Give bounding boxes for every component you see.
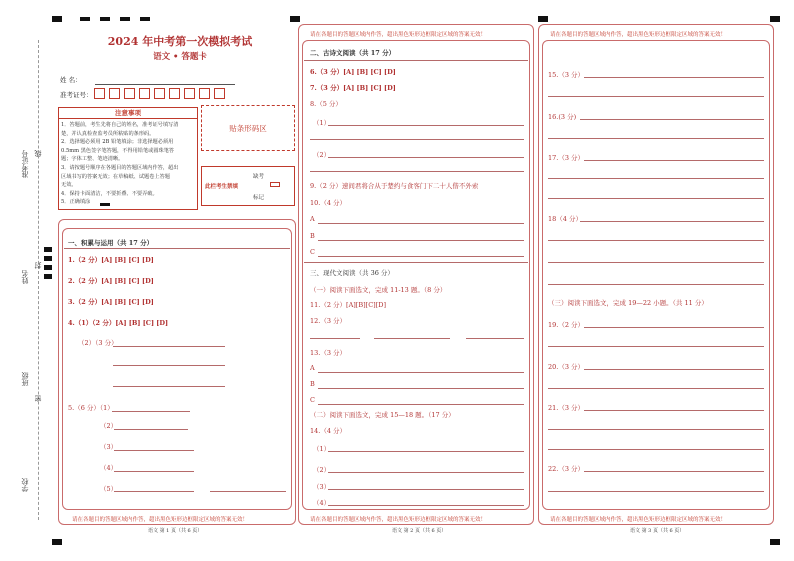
q14-1: （1） — [313, 445, 331, 453]
q7[interactable]: 7.（3 分）[A] [B] [C] [D] — [310, 84, 396, 92]
q4-2: （2）（3 分） — [78, 339, 118, 347]
exam-no-box[interactable] — [199, 88, 210, 99]
col1-warning: 请在各题目的答题区域内作答，超出黑色矩形边框限定区域的答案无效！ — [72, 517, 249, 523]
answer-line[interactable] — [114, 450, 194, 451]
q5-1: 5.（6 分）（1） — [68, 404, 114, 412]
side-label-name: 姓名 — [21, 270, 29, 284]
q18: 18（4 分） — [548, 215, 582, 223]
q13-c: C — [310, 396, 315, 404]
registration-mark — [52, 16, 62, 22]
page-title: 2024 年中考第一次模拟考试 — [107, 35, 253, 48]
registration-mark — [80, 17, 90, 21]
q10-a: A — [310, 215, 315, 223]
q9[interactable]: 9.（2 分）速间君将合从于楚约与食客门下二十人偕不外索 — [310, 182, 479, 190]
exam-no-box[interactable] — [94, 88, 105, 99]
q13-b: B — [310, 380, 315, 388]
answer-line[interactable] — [328, 157, 524, 158]
q5-2: （2） — [100, 422, 118, 430]
notice-item: 3．请按题号顺序在各题目的答题区域内作答，超出 — [61, 165, 179, 171]
q19: 19.（2 分） — [548, 321, 585, 329]
section2-title: 二、古诗文阅读（共 17 分） — [310, 49, 396, 57]
side-label-class: 班级 — [21, 372, 29, 386]
section1-title: 一、积累与运用（共 17 分） — [68, 239, 154, 247]
side-label-line: 线 — [34, 150, 42, 157]
section-divider — [304, 262, 528, 263]
registration-mark — [120, 17, 130, 21]
barcode-label: 贴条形码区 — [229, 124, 267, 133]
page-subtitle: 语文 • 答题卡 — [153, 52, 207, 62]
q5-4: （4） — [100, 464, 118, 472]
q10-b: B — [310, 232, 315, 240]
q14: 14.（4 分） — [310, 427, 347, 435]
answer-line[interactable] — [114, 429, 188, 430]
notice-item: 1．答题前，考生先将自己的姓名，准考证号填写清 — [61, 122, 179, 128]
col1-answer-inner — [62, 228, 292, 510]
notice-item: 楚，并认真检查监考员所粘贴的条形码。 — [61, 130, 155, 137]
q6[interactable]: 6.（3 分）[A] [B] [C] [D] — [310, 68, 396, 76]
filled-sample — [100, 203, 110, 206]
answer-line[interactable] — [584, 410, 764, 411]
answer-line[interactable] — [580, 221, 764, 222]
answer-line[interactable] — [548, 346, 764, 347]
q22: 22.（3 分） — [548, 465, 585, 473]
q4-1[interactable]: 4.（1）（2 分）[A] [B] [C] [D] — [68, 319, 169, 327]
notice-item: 区域书写的答案无效；在草稿纸、试题卷上答题 — [61, 173, 170, 180]
answer-line[interactable] — [328, 472, 524, 473]
notice-item: 4．保持卡面清洁，不要折叠、不要弄破。 — [61, 190, 158, 197]
registration-mark — [52, 539, 62, 545]
q15: 15.（3 分） — [548, 71, 585, 79]
q16: 16.(3 分) — [548, 113, 577, 121]
col2-warning-top: 请在各题目的答题区域内作答，超出黑色矩形边框限定区域的答案无效！ — [310, 32, 487, 38]
answer-line[interactable] — [310, 171, 524, 172]
notice-item: 0.5mm 黑色签字笔答题，不得用铅笔或圆珠笔答 — [61, 147, 175, 154]
answer-line[interactable] — [584, 77, 764, 78]
side-label-school: 学校 — [21, 478, 29, 492]
section3-title: 三、现代文阅读（共 36 分） — [310, 269, 394, 277]
answer-line[interactable] — [584, 327, 764, 328]
answer-line[interactable] — [328, 125, 524, 126]
side-mark — [44, 247, 52, 252]
answer-line[interactable] — [328, 489, 524, 490]
exam-no-box[interactable] — [184, 88, 195, 99]
answer-line[interactable] — [548, 284, 764, 285]
exam-no-box[interactable] — [214, 88, 225, 99]
exam-no-box[interactable] — [169, 88, 180, 99]
answer-line[interactable] — [548, 240, 764, 241]
answer-line[interactable] — [114, 471, 194, 472]
answer-line[interactable] — [548, 449, 764, 450]
answer-line[interactable] — [548, 138, 764, 139]
q21: 21.（3 分） — [548, 404, 585, 412]
side-mark — [44, 256, 52, 261]
q13: 13.（3 分） — [310, 349, 347, 357]
registration-mark — [538, 16, 548, 22]
sub3-title: （三）阅读下面选文，完成 19—22 小题。（共 11 分） — [548, 299, 708, 307]
answer-line[interactable] — [548, 96, 764, 97]
absent-mark-box[interactable] — [270, 182, 280, 187]
answer-line[interactable] — [584, 471, 764, 472]
exam-no-box[interactable] — [139, 88, 150, 99]
exam-no-box[interactable] — [154, 88, 165, 99]
side-label-exam-no: 准考证号 — [21, 150, 29, 178]
absent-l1: 缺考 — [253, 174, 265, 180]
q5-3: （3） — [100, 443, 118, 451]
absent-l2: 标记 — [253, 195, 265, 201]
q10: 10.（4 分） — [310, 199, 347, 207]
answer-line[interactable] — [548, 388, 764, 389]
answer-line[interactable] — [548, 491, 764, 492]
sub2-title: （二）阅读下面选文，完成 15—18 题。（17 分） — [310, 411, 455, 419]
section-divider — [304, 60, 528, 61]
answer-line[interactable] — [584, 369, 764, 370]
answer-line[interactable] — [210, 491, 286, 492]
q8-2: （2） — [313, 151, 331, 159]
col1-footer: 语文 第 1 页（共 6 页） — [148, 528, 203, 534]
side-mark — [44, 265, 52, 270]
notice-item: 无效。 — [61, 182, 77, 189]
absent-label: 此栏考生禁填 — [205, 184, 239, 190]
answer-line[interactable] — [113, 365, 225, 366]
answer-line[interactable] — [318, 223, 524, 224]
q11[interactable]: 11.（2 分）[A][B][C][D] — [310, 301, 386, 309]
exam-no-box[interactable] — [109, 88, 120, 99]
registration-mark — [770, 16, 780, 22]
name-label: 姓 名： — [60, 76, 82, 84]
answer-line[interactable] — [310, 338, 360, 339]
answer-line[interactable] — [548, 198, 764, 199]
col3-warning-top: 请在各题目的答题区域内作答，超出黑色矩形边框限定区域的答案无效！ — [550, 32, 727, 38]
q8-1: （1） — [313, 119, 331, 127]
answer-line[interactable] — [318, 404, 524, 405]
answer-line[interactable] — [113, 386, 225, 387]
side-label-secret: 密 — [34, 395, 42, 402]
notice-item: 2．选择题必须用 2B 铅笔填涂；非选择题必须用 — [61, 139, 174, 146]
exam-no-label: 准考证号： — [60, 91, 93, 99]
name-field[interactable] — [95, 84, 235, 85]
registration-mark — [100, 17, 110, 21]
answer-line[interactable] — [113, 346, 225, 347]
notice-item: 题；字体工整、笔迹清晰。 — [61, 156, 124, 163]
notice-title: 注意事项 — [59, 108, 197, 119]
answer-line[interactable] — [328, 505, 524, 506]
q5-5: （5） — [100, 485, 118, 493]
answer-line[interactable] — [580, 119, 764, 120]
q3[interactable]: 3.（2 分）[A] [B] [C] [D] — [68, 298, 154, 306]
q14-2: （2） — [313, 466, 331, 474]
q17: 17.（3 分） — [548, 154, 585, 162]
q1[interactable]: 1.（2 分）[A] [B] [C] [D] — [68, 256, 154, 264]
answer-line[interactable] — [310, 139, 524, 140]
answer-line[interactable] — [112, 411, 190, 412]
q14-3: （3） — [313, 483, 331, 491]
exam-no-box[interactable] — [124, 88, 135, 99]
q12: 12.（3 分） — [310, 317, 347, 325]
registration-mark — [290, 16, 300, 22]
sub1-title: （一）阅读下面选文，完成 11-13 题。（8 分） — [310, 286, 447, 294]
answer-line[interactable] — [548, 262, 764, 263]
col3-answer-inner — [542, 40, 770, 510]
col3-footer: 语文 第 3 页（共 6 页） — [630, 528, 685, 534]
q14-4: （4） — [313, 499, 331, 507]
answer-line[interactable] — [374, 338, 450, 339]
registration-mark — [770, 539, 780, 545]
answer-line[interactable] — [584, 160, 764, 161]
answer-line[interactable] — [114, 491, 194, 492]
registration-mark — [140, 17, 150, 21]
q8: 8.（5 分） — [310, 100, 342, 108]
answer-line[interactable] — [466, 338, 524, 339]
answer-line[interactable] — [318, 372, 524, 373]
side-mark — [44, 274, 52, 279]
answer-line[interactable] — [328, 451, 524, 452]
answer-line[interactable] — [548, 178, 764, 179]
col3-warning-bottom: 请在各题目的答题区域内作答，超出黑色矩形边框限定区域的答案无效！ — [550, 517, 727, 523]
col2-warning-bottom: 请在各题目的答题区域内作答，超出黑色矩形边框限定区域的答案无效！ — [310, 517, 487, 523]
answer-line[interactable] — [318, 240, 524, 241]
col2-footer: 语文 第 2 页（共 6 页） — [392, 528, 447, 534]
answer-line[interactable] — [548, 429, 764, 430]
answer-line[interactable] — [318, 388, 524, 389]
q10-c: C — [310, 248, 315, 256]
binding-line — [38, 40, 39, 520]
section-divider — [64, 248, 290, 249]
q2[interactable]: 2.（2 分）[A] [B] [C] [D] — [68, 277, 154, 285]
side-label-seal: 封 — [34, 262, 42, 269]
q20: 20.（3 分） — [548, 363, 585, 371]
answer-line[interactable] — [318, 256, 524, 257]
q13-a: A — [310, 364, 315, 372]
notice-item: 5．正确填涂 — [61, 199, 91, 206]
